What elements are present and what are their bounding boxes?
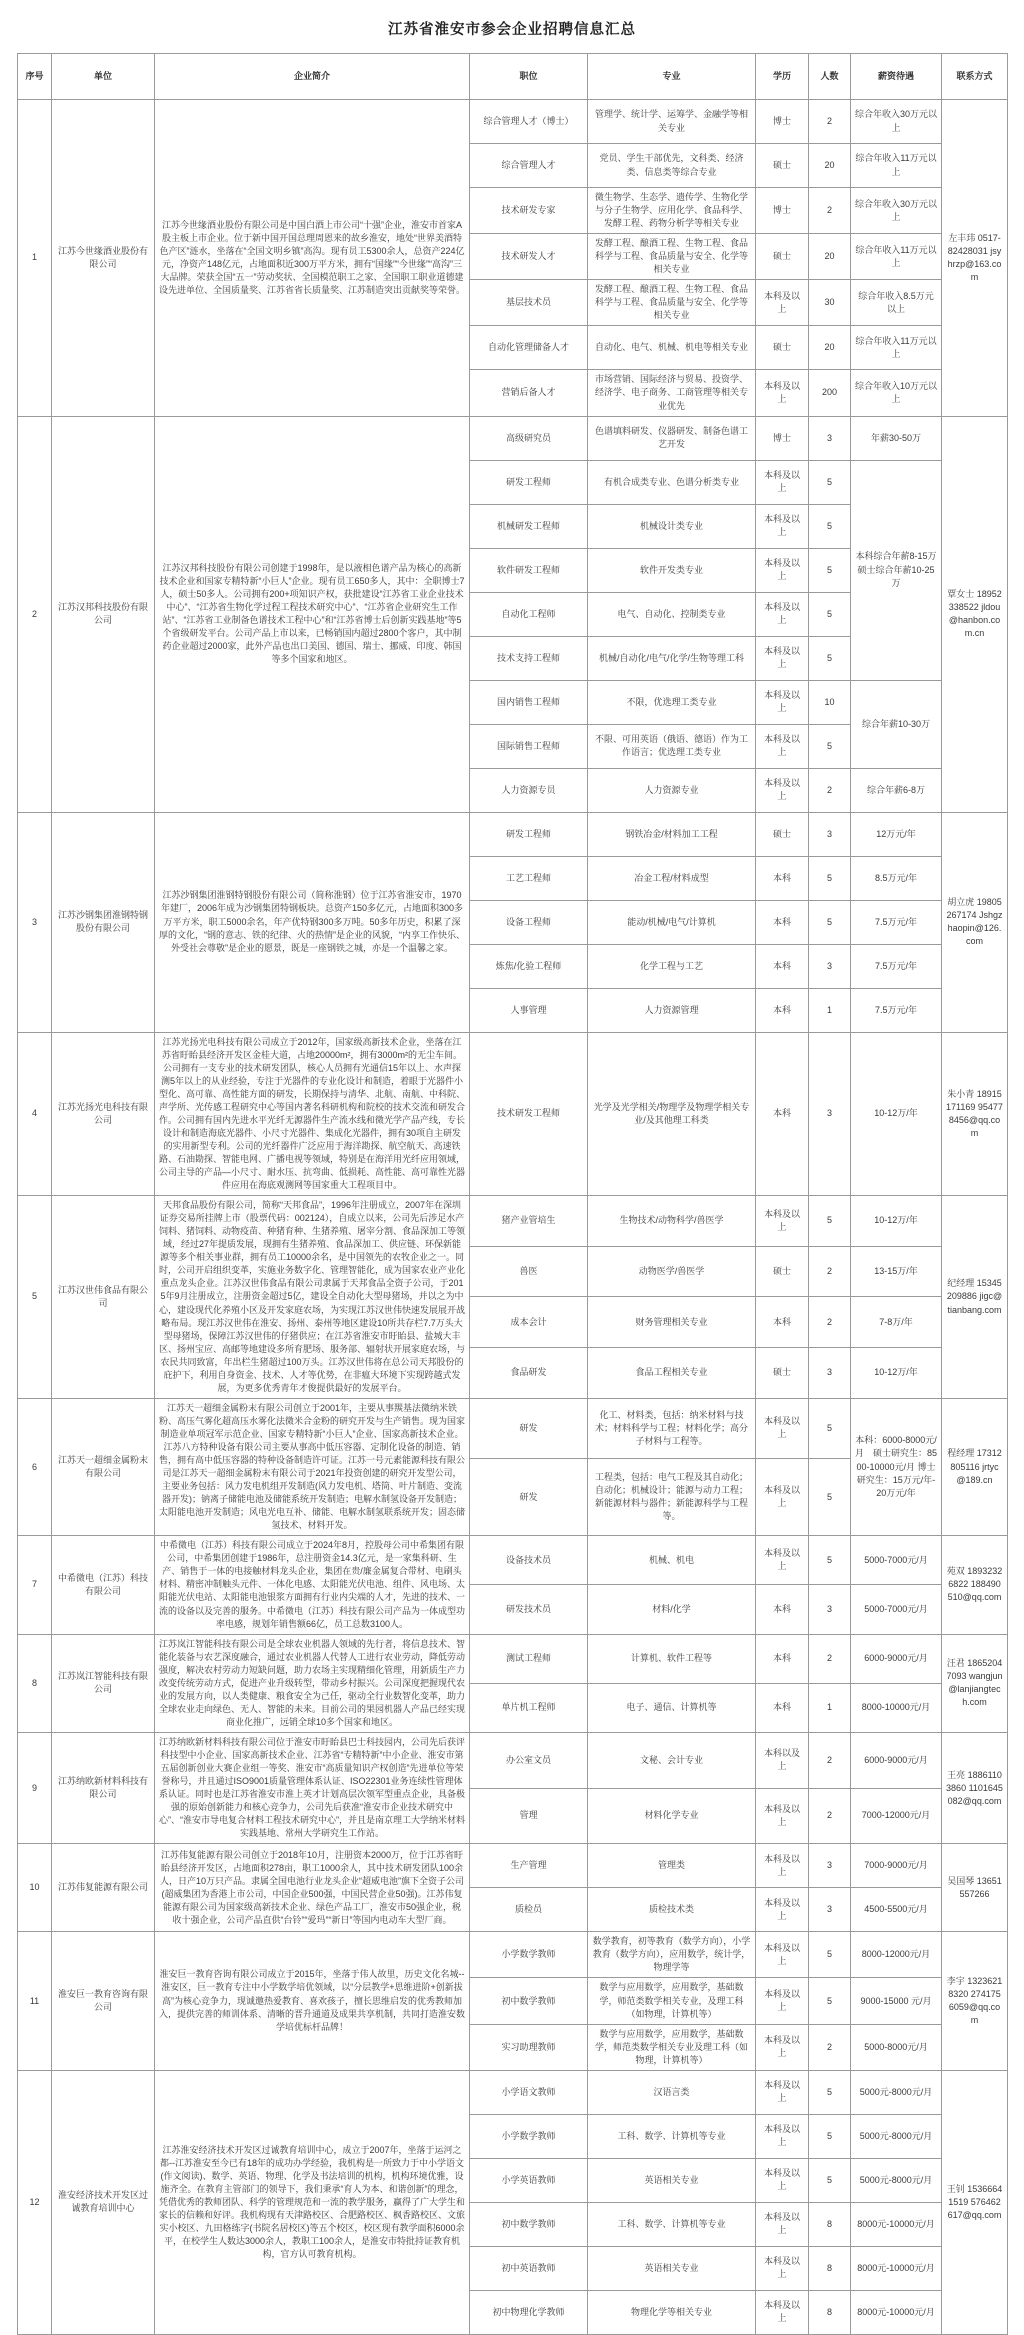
company-no: 7 — [18, 1536, 52, 1634]
major-cell: 物理化学等相关专业 — [588, 2290, 756, 2334]
major-cell: 软件开发类专业 — [588, 548, 756, 592]
count-cell: 20 — [809, 326, 851, 370]
position-cell: 成本会计 — [470, 1297, 588, 1348]
contact-cell: 程经理 17312805116 jrtyc@189.cn — [942, 1398, 1008, 1535]
table-row — [18, 1844, 1008, 1888]
salary-cell: 综合年收入11万元以上 — [851, 144, 942, 188]
degree-cell: 本科及以上 — [756, 548, 809, 592]
salary-cell: 年薪30-50万 — [851, 416, 942, 460]
major-cell: 人力资源专业 — [588, 768, 756, 812]
major-cell: 计算机、软件工程等 — [588, 1634, 756, 1683]
contact-cell: 纪经理 15345209886 jigc@tianbang.com — [942, 1196, 1008, 1399]
count-cell: 8 — [809, 2290, 851, 2334]
count-cell: 2 — [809, 2024, 851, 2070]
major-cell: 质检技术类 — [588, 1888, 756, 1932]
salary-cell: 7-8万/年 — [851, 1297, 942, 1348]
salary-cell: 5000-7000元/月 — [851, 1536, 942, 1585]
major-cell: 工科、数学、计算机等专业 — [588, 2114, 756, 2158]
contact-cell: 朱小青 18915171169 954778456@qq.com — [942, 1032, 1008, 1196]
position-cell: 生产管理 — [470, 1844, 588, 1888]
position-cell: 基层技术员 — [470, 280, 588, 326]
count-cell: 5 — [809, 1398, 851, 1458]
position-cell: 国际销售工程师 — [470, 724, 588, 768]
table-row — [18, 416, 1008, 460]
salary-cell: 8000元-10000元/月 — [851, 2246, 942, 2290]
count-cell: 5 — [809, 636, 851, 680]
degree-cell: 本科 — [756, 900, 809, 944]
count-cell: 2 — [809, 768, 851, 812]
major-cell: 有机合成类专业、色谱分析类专业 — [588, 460, 756, 504]
page-title: 江苏省淮安市参会企业招聘信息汇总 — [388, 22, 636, 38]
major-cell: 光学及光学相关/物理学及物理学相关专业/及其他理工科类 — [588, 1032, 756, 1196]
count-cell: 30 — [809, 280, 851, 326]
company-no: 6 — [18, 1398, 52, 1535]
count-cell: 1 — [809, 1683, 851, 1732]
count-cell: 3 — [809, 1888, 851, 1932]
salary-cell: 4500-5500元/月 — [851, 1888, 942, 1932]
position-cell: 小学数学教师 — [470, 2114, 588, 2158]
degree-cell: 本科及以上 — [756, 680, 809, 724]
major-cell: 不限，优选理工类专业 — [588, 680, 756, 724]
col-header-major: 专业 — [588, 54, 756, 100]
degree-cell: 本科 — [756, 988, 809, 1032]
company-intro: 淮安巨一教育咨询有限公司成立于2015年，坐落于伟人故里，历史文化名城--淮安区，巨一教育专注中小学数学培优领域，以“分层教学+思维进阶+创新拔高”为核心竞争力，现诚邀热爱教育、喜欢孩子，擅长思维启发的优秀教师加入，提供完善的师训体系、清晰的晋升通道及成果共享机制，共同打造淮安数学培优标杆品牌！ — [155, 1932, 470, 2070]
major-cell: 不限、可用英语（俄语、德语）作为工作语言；优选理工类专业 — [588, 724, 756, 768]
salary-cell: 7.5万元/年 — [851, 944, 942, 988]
salary-cell: 综合年收入30万元以上 — [851, 100, 942, 144]
major-cell: 数学教育，初等教育（数学方向），小学教育（数学方向），应用数学，统计学，物理学等 — [588, 1932, 756, 1978]
major-cell: 英语相关专业 — [588, 2246, 756, 2290]
count-cell: 20 — [809, 144, 851, 188]
salary-cell: 9000-15000 元/月 — [851, 1978, 942, 2024]
degree-cell: 本科及以上 — [756, 768, 809, 812]
major-cell: 文秘、会计专业 — [588, 1732, 756, 1788]
position-cell: 国内销售工程师 — [470, 680, 588, 724]
company-name: 江苏纳欧新材料科技有限公司 — [52, 1732, 155, 1843]
count-cell: 3 — [809, 1348, 851, 1399]
company-intro: 中希微电（江苏）科技有限公司成立于2024年8月，控股母公司中希集团有限公司，中希集团创建于1986年，总注册资金14.3亿元，是一家集科研、生产、销售于一体的电接触材料龙头企业，集团在贵/廉金属复合带材、电刷头材料、精密冲制触头元件、一体化电感、太阳能光伏电池、组件、风电场、太阳能光伏电站、太阳能电池银浆方面拥有行业内尖端的人才，先进的技术、一流的设备以及完善的服务。中希微电（江苏）科技有限公司产品为一体成型功率电感，规划年销售额66亿，员工总数3100人。 — [155, 1536, 470, 1634]
count-cell: 10 — [809, 680, 851, 724]
major-cell: 工科、数学、计算机等专业 — [588, 2202, 756, 2246]
count-cell: 5 — [809, 1536, 851, 1585]
major-cell: 英语相关专业 — [588, 2158, 756, 2202]
salary-cell: 7000-9000元/月 — [851, 1844, 942, 1888]
company-no: 4 — [18, 1032, 52, 1196]
count-cell: 5 — [809, 856, 851, 900]
position-cell: 研发技术员 — [470, 1585, 588, 1634]
company-name: 江苏沙钢集团淮钢特钢股份有限公司 — [52, 812, 155, 1032]
header-row — [18, 54, 1008, 100]
position-cell: 综合管理人才 — [470, 144, 588, 188]
company-no: 9 — [18, 1732, 52, 1843]
degree-cell: 本科及以上 — [756, 2024, 809, 2070]
company-no: 12 — [18, 2070, 52, 2334]
position-cell: 初中数学教师 — [470, 1978, 588, 2024]
contact-cell: 李宇 13236218320 2741756059@qq.com — [942, 1932, 1008, 2070]
company-name: 江苏光扬光电科技有限公司 — [52, 1032, 155, 1196]
table-row — [18, 812, 1008, 856]
contact-cell: 吴国琴 13651557266 — [942, 1844, 1008, 1932]
salary-cell: 综合年薪10-30万 — [851, 680, 942, 768]
salary-cell: 10-12万/年 — [851, 1348, 942, 1399]
degree-cell: 本科及以上 — [756, 2158, 809, 2202]
table-body — [18, 100, 1008, 2335]
degree-cell: 本科及以上 — [756, 724, 809, 768]
position-cell: 食品研发 — [470, 1348, 588, 1399]
count-cell: 3 — [809, 1844, 851, 1888]
company-intro: 江苏汉邦科技股份有限公司创建于1998年，是以液相色谱产品为核心的高新技术企业和国家专精特新“小巨人”企业。现有员工650多人，其中：全职博士7人，硕士50多人。公司拥有200+项知识产权，获批建设“江苏省工业企业技术中心”、“江苏省生物化学过程工程技术研究中心”、“江苏省企业研究生工作站”、“江苏省工业制备色谱技术工程中心”和“江苏省博士后创新实践基地”等5个省级研发平台。公司产品上市以来，已畅销国内超过2800个客户，其中制药企业超过2000家，此外产品也出口美国、德国、瑞士、挪威、印度、韩国等多个国家和地区。 — [155, 416, 470, 812]
major-cell: 钢铁冶金/材料加工工程 — [588, 812, 756, 856]
count-cell: 20 — [809, 234, 851, 280]
company-name: 江苏今世缘酒业股份有限公司 — [52, 100, 155, 417]
salary-cell: 7000-12000元/月 — [851, 1788, 942, 1844]
count-cell: 5 — [809, 900, 851, 944]
company-no: 11 — [18, 1932, 52, 2070]
position-cell: 办公室文员 — [470, 1732, 588, 1788]
position-cell: 研发 — [470, 1459, 588, 1536]
contact-cell: 左丰玮 0517-82428031 jsyhrzp@163.com — [942, 100, 1008, 417]
degree-cell: 本科及以上 — [756, 2070, 809, 2114]
degree-cell: 本科及以上 — [756, 2202, 809, 2246]
major-cell: 微生物学、生态学、遗传学、生物化学与分子生物学、应用化学、食品科学、发酵工程、药物分析学等相关专业 — [588, 188, 756, 234]
position-cell: 测试工程师 — [470, 1634, 588, 1683]
degree-cell: 硕士 — [756, 1348, 809, 1399]
col-header-count: 人数 — [809, 54, 851, 100]
company-name: 江苏伟复能源有限公司 — [52, 1844, 155, 1932]
position-cell: 小学语文教师 — [470, 2070, 588, 2114]
salary-cell: 本科：6000-8000元/月 硕士研究生：8500-10000元/月 博士研究生：15万元/年-20万元/年 — [851, 1398, 942, 1535]
company-intro: 江苏伟复能源有限公司创立于2018年10月，注册资本2000万，位于江苏省盱眙县经济开发区，占地面积278亩，职工1000余人，其中技术研发团队100余人，日产10万只产品。隶属全国电池行业龙头企业“超威电池”旗下全资子公司(超威集团为香港上市公司，中国企业500强，中国民营企业50强)。江苏伟复能源有限公司为国家级高新技术企业、绿色产品工厂，淮安市50强企业，税收十强企业，公司产品直供“台铃”“爱玛”“新日”等国内电动车大型厂商。 — [155, 1844, 470, 1932]
degree-cell: 博士 — [756, 100, 809, 144]
salary-cell: 8.5万元/年 — [851, 856, 942, 900]
count-cell: 2 — [809, 1788, 851, 1844]
salary-cell: 7.5万元/年 — [851, 988, 942, 1032]
degree-cell: 本科及以上 — [756, 592, 809, 636]
count-cell: 2 — [809, 1732, 851, 1788]
major-cell: 电子、通信、计算机等 — [588, 1683, 756, 1732]
table-row — [18, 1032, 1008, 1196]
degree-cell: 本科及以上 — [756, 1196, 809, 1247]
major-cell: 汉语言类 — [588, 2070, 756, 2114]
major-cell: 电气、自动化、控制类专业 — [588, 592, 756, 636]
company-no: 5 — [18, 1196, 52, 1399]
count-cell: 5 — [809, 2070, 851, 2114]
major-cell: 机械/自动化/电气/化学/生物等理工科 — [588, 636, 756, 680]
major-cell: 化工、材料类，包括：纳米材料与技术；材料科学与工程；材料化学；高分子材料与工程等。 — [588, 1398, 756, 1458]
company-name: 江苏汉世伟食品有限公司 — [52, 1196, 155, 1399]
company-intro: 江苏今世缘酒业股份有限公司是中国白酒上市公司“十强”企业，淮安市首家A股主板上市企业。位于新中国开国总理周恩来的故乡淮安，地处“世界美酒特色产区”涟水，坐落在“全国文明乡镇”高沟。现有员工5300余人，总资产224亿元，净资产148亿元，占地面积近300万平方米，拥有“国缘”“今世缘”“高沟”三大品牌。荣获全国“五一”劳动奖状、全国模范职工之家、全国职工职业道德建设先进单位、全国质量奖、江苏省省长质量奖、江苏制造突出贡献奖等荣誉。 — [155, 100, 470, 417]
col-header-unit: 单位 — [52, 54, 155, 100]
table-row — [18, 1932, 1008, 1978]
degree-cell: 本科及以上 — [756, 1844, 809, 1888]
position-cell: 技术支持工程师 — [470, 636, 588, 680]
count-cell: 1 — [809, 988, 851, 1032]
major-cell: 机械、机电 — [588, 1536, 756, 1585]
company-no: 8 — [18, 1634, 52, 1732]
position-cell: 炼焦/化验工程师 — [470, 944, 588, 988]
company-intro: 江苏岚江智能科技有限公司是全球农业机器人领域的先行者，将信息技术、智能化装备与农艺深度融合，通过农业机器人代替人工进行农业劳动，降低劳动强度，解决农村劳动力短缺问题，助力农场主实现精细化管理，用新质生产力改变传统劳动方式，促进产业升级转型，带动乡村振兴。公司深度把握现代农业的发展方向，以人类健康、粮食安全为己任，驱动全行业数智化变革，助力全球农业走向绿色、无人、智能的未来。目前公司的果园机器人产品已经实现商业化推广，远销全球10多个国家和地区。 — [155, 1634, 470, 1732]
col-header-salary: 薪资待遇 — [851, 54, 942, 100]
major-cell: 生物技术/动物科学/兽医学 — [588, 1196, 756, 1247]
salary-cell: 10-12万/年 — [851, 1196, 942, 1247]
degree-cell: 硕士 — [756, 1246, 809, 1297]
major-cell: 管理学、统计学、运筹学、金融学等相关专业 — [588, 100, 756, 144]
position-cell: 自动化工程师 — [470, 592, 588, 636]
position-cell: 技术研发人才 — [470, 234, 588, 280]
salary-cell: 综合年收入30万元以上 — [851, 188, 942, 234]
recruitment-table — [17, 53, 1008, 2335]
major-cell: 数学与应用数学，应用数学，基础数学，师范类数学相关专业，及理工科（如物理，计算机等） — [588, 1978, 756, 2024]
company-name: 中希微电（江苏）科技有限公司 — [52, 1536, 155, 1634]
salary-cell: 5000-7000元/月 — [851, 1585, 942, 1634]
salary-cell: 6000-9000元/月 — [851, 1634, 942, 1683]
col-header-position: 职位 — [470, 54, 588, 100]
major-cell: 机械设计类专业 — [588, 504, 756, 548]
company-intro: 江苏光扬光电科技有限公司成立于2012年，国家级高新技术企业，坐落在江苏省盱眙县经济开发区金桂大道，占地20000m²，拥有3000m²的无尘车间。公司拥有一支专业的技术研发团队，核心人员拥有光通信15年以上、水声探测5年以上的从业经验，专注于光器件的专业化设计和制造，着眼于光器件小型化、高可靠、高性能方面的研发，长期保持与清华、北航、南航、中科院、声学所、光传感工程研究中心等国内著名科研机构和院校的技术交流和研发合作。公司拥有国内先进水平光纤无源器件生产流水线和微光学产品产线，专长设计和制造海底光器件、小尺寸光器件、集成化光器件，拥有30项自主研发的实用新型专利。公司的光纤器件广泛应用于海洋勘探、航空航天、高速铁路、石油勘探、智能电网、广播电视等领域，特别是在海洋用光纤应用领域，公司主导的产品—小尺寸、耐水压、抗弯曲、低损耗、高性能、高可靠性光器件应用在海底观测网等国家重大工程项目中。 — [155, 1032, 470, 1196]
major-cell: 色谱填料研发、仪器研发、制备色谱工艺开发 — [588, 416, 756, 460]
salary-cell: 12万元/年 — [851, 812, 942, 856]
col-header-contact: 联系方式 — [942, 54, 1008, 100]
company-name: 淮安巨一教育咨询有限公司 — [52, 1932, 155, 2070]
count-cell: 2 — [809, 188, 851, 234]
contact-cell: 王钊 15366641519 576462617@qq.com — [942, 2070, 1008, 2334]
salary-cell: 综合年收入11万元以上 — [851, 326, 942, 370]
company-intro: 江苏纳欧新材料科技有限公司位于淮安市盱眙县巴士科技园内，公司先后获评科技型中小企业、国家高新技术企业、江苏省“专精特新”中小企业、淮安市第五届创新创业大赛企业组一等奖、淮安市“高质量知识产权创造”先进单位等荣誉称号，并且通过ISO9001质量管理体系认证、ISO22301业务连续性管理体系认证。同时也是江苏省淮安市淮上英才计划高层次领军型重点企业，具备极强的原始创新能力和核心竞争力，公司先后获准“淮安市企业技术研究中心”、“淮安市导电复合材料工程技术研究中心”，并且是南京理工大学纳米材料实践基地、常州大学研究生工作站。 — [155, 1732, 470, 1843]
count-cell: 3 — [809, 1032, 851, 1196]
degree-cell: 本科及以上 — [756, 1398, 809, 1458]
count-cell: 5 — [809, 460, 851, 504]
major-cell: 材料/化学 — [588, 1585, 756, 1634]
major-cell: 管理类 — [588, 1844, 756, 1888]
position-cell: 单片机工程师 — [470, 1683, 588, 1732]
major-cell: 人力资源管理 — [588, 988, 756, 1032]
salary-cell: 10-12万/年 — [851, 1032, 942, 1196]
degree-cell: 本科及以上 — [756, 1888, 809, 1932]
count-cell: 5 — [809, 2114, 851, 2158]
degree-cell: 本科及以上 — [756, 2114, 809, 2158]
position-cell: 自动化管理储备人才 — [470, 326, 588, 370]
position-cell: 设备技术员 — [470, 1536, 588, 1585]
position-cell: 质检员 — [470, 1888, 588, 1932]
degree-cell: 本科 — [756, 856, 809, 900]
count-cell: 5 — [809, 1459, 851, 1536]
degree-cell: 本科及以上 — [756, 1932, 809, 1978]
contact-cell: 胡立虎 19805267174 Jshgzhaopin@126.com — [942, 812, 1008, 1032]
salary-cell: 13-15万/年 — [851, 1246, 942, 1297]
position-cell: 软件研发工程师 — [470, 548, 588, 592]
count-cell: 5 — [809, 592, 851, 636]
count-cell: 3 — [809, 944, 851, 988]
company-intro: 江苏天一超细金属粉末有限公司创立于2001年，主要从事羰基法微纳米铁粉、高压气雾化超高压水雾化法微米合金粉的研究开发与生产销售。现为国家制造业单项冠军示范企业、国家专精特新“小巨人”企业、国家高新技术企业。江苏八方特种设备有限公司主要从事高中低压容器、定制化设备的制造、销售，拥有高中低压容器的特种设备制造许可证。江苏一号元素能源科技有限公司是江苏天一超细金属粉末有限公司于2021年投资创建的研究开发型公司，主要业务包括：风力发电机组开发制造(风力发电机、塔筒、叶片制造、变流器开发)；钠离子储能电池及储能系统开发制造；电解水制氢设备开发制造；太阳能电池开发制造；风电光电互补、储能、电解水制氢联系统开发；固态储氢技术、材料开发。 — [155, 1398, 470, 1535]
salary-cell: 8000-10000元/月 — [851, 1683, 942, 1732]
position-cell: 工艺工程师 — [470, 856, 588, 900]
salary-cell: 8000元-10000元/月 — [851, 2290, 942, 2334]
position-cell: 小学英语教师 — [470, 2158, 588, 2202]
table-row — [18, 2070, 1008, 2114]
position-cell: 兽医 — [470, 1246, 588, 1297]
count-cell: 5 — [809, 1932, 851, 1978]
company-intro: 江苏淮安经济技术开发区过诚教育培训中心，成立于2007年，坐落于运河之都--江苏淮安至今已有18年的成功办学经验，我机构是一所致力于中小学语文(作文阅读)、数学、英语、物理、化学及书法培训的机构，机构环境优雅，设施齐全。在教育主管部门的领导下，我们秉承“育人为本、和谐创新”的理念，凭借优秀的教师团队、科学的管理规范和一流的教学服务，赢得了广大学生和家长的信赖和好评。我机构现有天津路校区、合肥路校区、枫香路校区、文旅实小校区、九田格练字(书院名居校区)等五个校区，校区现有教学面积6000余平，在校学生人数达3000余人，教职工100余人，是淮安市特批持证教育机构，官方认可教育机构。 — [155, 2070, 470, 2334]
count-cell: 5 — [809, 2158, 851, 2202]
degree-cell: 本科及以上 — [756, 1459, 809, 1536]
company-name: 淮安经济技术开发区过诚教育培训中心 — [52, 2070, 155, 2334]
degree-cell: 硕士 — [756, 326, 809, 370]
count-cell: 200 — [809, 370, 851, 416]
count-cell: 2 — [809, 1246, 851, 1297]
position-cell: 机械研发工程师 — [470, 504, 588, 548]
company-no: 3 — [18, 812, 52, 1032]
position-cell: 实习助理教师 — [470, 2024, 588, 2070]
contact-cell: 苑双 18932326822 188490510@qq.com — [942, 1536, 1008, 1634]
salary-cell: 综合年薪6-8万 — [851, 768, 942, 812]
count-cell: 5 — [809, 1978, 851, 2024]
contact-cell: 汪君 18652047093 wangjun@lanjiangtech.com — [942, 1634, 1008, 1732]
degree-cell: 硕士 — [756, 812, 809, 856]
degree-cell: 本科以及上 — [756, 1732, 809, 1788]
count-cell: 5 — [809, 724, 851, 768]
degree-cell: 本科及以上 — [756, 2290, 809, 2334]
count-cell: 5 — [809, 504, 851, 548]
position-cell: 技术研发工程师 — [470, 1032, 588, 1196]
degree-cell: 本科 — [756, 1585, 809, 1634]
degree-cell: 博士 — [756, 188, 809, 234]
major-cell: 财务管理相关专业 — [588, 1297, 756, 1348]
position-cell: 综合管理人才（博士） — [470, 100, 588, 144]
company-name: 江苏天一超细金属粉末有限公司 — [52, 1398, 155, 1535]
degree-cell: 本科及以上 — [756, 1978, 809, 2024]
salary-cell: 本科综合年薪8-15万 硕士综合年薪10-25万 — [851, 460, 942, 680]
count-cell: 8 — [809, 2202, 851, 2246]
position-cell: 初中物理化学教师 — [470, 2290, 588, 2334]
salary-cell: 5000元-8000元/月 — [851, 2114, 942, 2158]
company-intro: 天邦食品股份有限公司，简称“天邦食品”，1996年注册成立，2007年在深圳证券交易所挂牌上市（股票代码：002124），自成立以来，公司先后涉足水产饲料、猪饲料、动物疫苗、种猪育种、生猪养殖、屠宰分割、食品深加工等领域，经过27年提质发展，现拥有生猪养殖、食品深加工、供应链、环保新能源等多个相关事业群，拥有员工10000余名，是中国领先的农牧企业之一。同时，公司开启组织变革，实施业务数字化、管理智能化，成为国家农业产业化重点龙头企业。江苏汉世伟食品有限公司隶属于天邦食品全资子公司，于2015年9月注册成立，注册资金超过5亿，建设全自动化大型母猪场，并以之为中心，建设现代化养殖小区及开发家庭农场，为实现江苏汉世伟快速发展展开战略布局。现江苏汉世伟在淮安、扬州、泰州等地区建设10所共存栏7.7万头大型母猪场，保障江苏汉世伟的仔猪供应；在江苏省淮安市盱眙县、盐城大丰区、扬州宝应、高邮等地建设多所育肥场、服务部、辐射状开展家庭农场，与农民共同致富，年出栏生猪超过100万头。江苏汉世伟将在总公司天邦股份的庇护下，利用自身资金、技术、人才等优势，在非瘟大环境下实现跨越式发展，为更多优秀青年才俊提供最好的发展平台。 — [155, 1196, 470, 1399]
table-row — [18, 1398, 1008, 1458]
count-cell: 2 — [809, 1297, 851, 1348]
degree-cell: 本科 — [756, 1634, 809, 1683]
degree-cell: 本科 — [756, 1683, 809, 1732]
degree-cell: 本科 — [756, 1032, 809, 1196]
col-header-intro: 企业简介 — [155, 54, 470, 100]
table-row — [18, 1196, 1008, 1247]
position-cell: 管理 — [470, 1788, 588, 1844]
degree-cell: 硕士 — [756, 234, 809, 280]
position-cell: 营销后备人才 — [470, 370, 588, 416]
count-cell: 2 — [809, 1634, 851, 1683]
table-row — [18, 100, 1008, 144]
position-cell: 研发 — [470, 1398, 588, 1458]
degree-cell: 本科及以上 — [756, 1536, 809, 1585]
degree-cell: 本科及以上 — [756, 636, 809, 680]
position-cell: 研发工程师 — [470, 460, 588, 504]
count-cell: 2 — [809, 100, 851, 144]
contact-cell: 王亮 18861103860 1101645082@qq.com — [942, 1732, 1008, 1843]
position-cell: 猪产业管培生 — [470, 1196, 588, 1247]
major-cell: 数学与应用数学，应用数学，基础数学，师范类数学相关专业及理工科（如物理，计算机等） — [588, 2024, 756, 2070]
salary-cell: 7.5万元/年 — [851, 900, 942, 944]
major-cell: 能动/机械/电气/计算机 — [588, 900, 756, 944]
salary-cell: 综合年收入8.5万元以上 — [851, 280, 942, 326]
position-cell: 设备工程师 — [470, 900, 588, 944]
major-cell: 食品工程相关专业 — [588, 1348, 756, 1399]
position-cell: 技术研发专家 — [470, 188, 588, 234]
degree-cell: 本科 — [756, 944, 809, 988]
count-cell: 5 — [809, 548, 851, 592]
position-cell: 初中数学教师 — [470, 2202, 588, 2246]
degree-cell: 本科及以上 — [756, 460, 809, 504]
count-cell: 5 — [809, 1196, 851, 1247]
degree-cell: 本科及以上 — [756, 504, 809, 548]
major-cell: 工程类，包括：电气工程及其自动化；自动化；机械设计；能源与动力工程；新能源材料与器件；新能源科学与工程等。 — [588, 1459, 756, 1536]
position-cell: 小学数学教师 — [470, 1932, 588, 1978]
company-no: 1 — [18, 100, 52, 417]
company-no: 2 — [18, 416, 52, 812]
major-cell: 发酵工程、酿酒工程、生物工程、食品科学与工程、食品质量与安全、化学等相关专业 — [588, 280, 756, 326]
col-header-degree: 学历 — [756, 54, 809, 100]
degree-cell: 本科及以上 — [756, 280, 809, 326]
major-cell: 材料化学专业 — [588, 1788, 756, 1844]
table-row — [18, 1732, 1008, 1788]
salary-cell: 5000元-8000元/月 — [851, 2070, 942, 2114]
salary-cell: 5000元-8000元/月 — [851, 2158, 942, 2202]
salary-cell: 8000-12000元/月 — [851, 1932, 942, 1978]
major-cell: 市场营销、国际经济与贸易、投资学、经济学、电子商务、工商管理等相关专业优先 — [588, 370, 756, 416]
count-cell: 3 — [809, 1585, 851, 1634]
position-cell: 研发工程师 — [470, 812, 588, 856]
salary-cell: 6000-9000元/月 — [851, 1732, 942, 1788]
col-header-no: 序号 — [18, 54, 52, 100]
table-row — [18, 1536, 1008, 1585]
salary-cell: 5000-8000元/月 — [851, 2024, 942, 2070]
position-cell: 高级研究员 — [470, 416, 588, 460]
major-cell: 自动化、电气、机械、机电等相关专业 — [588, 326, 756, 370]
salary-cell: 8000元-10000元/月 — [851, 2202, 942, 2246]
degree-cell: 本科及以上 — [756, 1788, 809, 1844]
degree-cell: 硕士 — [756, 144, 809, 188]
major-cell: 发酵工程、酿酒工程、生物工程、食品科学与工程、食品质量与安全、化学等相关专业 — [588, 234, 756, 280]
degree-cell: 本科及以上 — [756, 2246, 809, 2290]
company-name: 江苏岚江智能科技有限公司 — [52, 1634, 155, 1732]
company-no: 10 — [18, 1844, 52, 1932]
position-cell: 人事管理 — [470, 988, 588, 1032]
position-cell: 人力资源专员 — [470, 768, 588, 812]
degree-cell: 本科及以上 — [756, 370, 809, 416]
degree-cell: 本科 — [756, 1297, 809, 1348]
salary-cell: 综合年收入11万元以上 — [851, 234, 942, 280]
major-cell: 冶金工程/材料成型 — [588, 856, 756, 900]
count-cell: 3 — [809, 812, 851, 856]
count-cell: 8 — [809, 2246, 851, 2290]
salary-cell: 综合年收入10万元以上 — [851, 370, 942, 416]
company-intro: 江苏沙钢集团淮钢特钢股份有限公司（简称淮钢）位于江苏省淮安市，1970年建厂，2006年成为沙钢集团特钢板块。总资产150多亿元，占地面积300多万平方米，职工5000余名，年产优特钢300多万吨。50多年历史，积累了深厚的文化，“钢的意志、铁的纪律、火的热情”是企业的风貌，“内享工作快乐、外受社会尊敬”是企业的愿景，既是一座钢铁之城，亦是一个温馨之家。 — [155, 812, 470, 1032]
table-row — [18, 1634, 1008, 1683]
position-cell: 初中英语教师 — [470, 2246, 588, 2290]
count-cell: 3 — [809, 416, 851, 460]
degree-cell: 博士 — [756, 416, 809, 460]
company-name: 江苏汉邦科技股份有限公司 — [52, 416, 155, 812]
contact-cell: 覃女士 18952338522 jldou@hanbon.com.cn — [942, 416, 1008, 812]
major-cell: 党员、学生干部优先，文科类、经济类、信息类等综合专业 — [588, 144, 756, 188]
major-cell: 动物医学/兽医学 — [588, 1246, 756, 1297]
major-cell: 化学工程与工艺 — [588, 944, 756, 988]
